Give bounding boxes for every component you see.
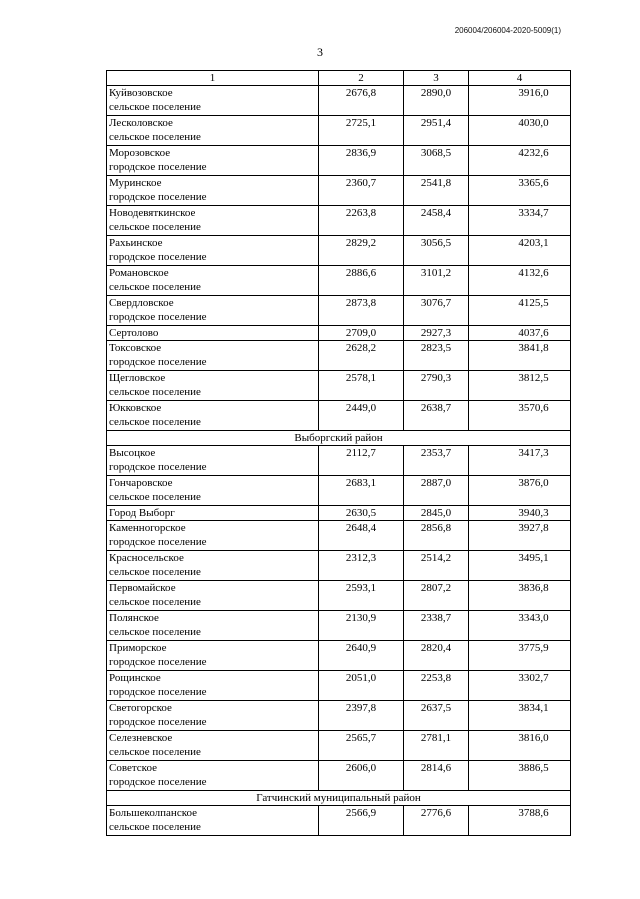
settlement-name-line: городское поселение <box>109 461 207 473</box>
value-cell-col-3: 2820,4 <box>404 641 469 671</box>
table-row <box>107 116 571 146</box>
settlement-name-line: Рощинское <box>109 672 161 684</box>
value-cell-col-3: 2856,8 <box>404 521 469 551</box>
value-cell-col-3: 3101,2 <box>404 266 469 296</box>
settlement-name-line: городское поселение <box>109 716 207 728</box>
settlement-name-line: Приморское <box>109 642 167 654</box>
page-number: 3 <box>317 45 323 59</box>
value-cell-col-3: 2790,3 <box>404 371 469 401</box>
section-header-row <box>107 791 571 806</box>
table-row <box>107 506 571 521</box>
value-cell-col-4: 4203,1 <box>469 236 571 266</box>
value-cell-col-3: 2890,0 <box>404 86 469 116</box>
settlement-name-line: Первомайское <box>109 582 176 594</box>
section-title: Гатчинский муниципальный район <box>107 791 571 806</box>
value-cell-col-2: 2397,8 <box>319 701 404 731</box>
value-cell-col-2: 2593,1 <box>319 581 404 611</box>
section-header-row <box>107 431 571 446</box>
settlement-name-cell <box>107 551 319 581</box>
value-cell-col-3: 2338,7 <box>404 611 469 641</box>
column-header: 1 <box>107 71 319 86</box>
value-cell-col-4: 3365,6 <box>469 176 571 206</box>
settlement-name-cell <box>107 371 319 401</box>
settlement-name-cell <box>107 506 319 521</box>
value-cell-col-4: 4232,6 <box>469 146 571 176</box>
settlement-name-cell <box>107 611 319 641</box>
settlement-name-line: сельское поселение <box>109 596 201 608</box>
settlement-name-line: городское поселение <box>109 536 207 548</box>
settlement-name-line: Свердловское <box>109 297 174 309</box>
table-row <box>107 236 571 266</box>
value-cell-col-2: 2051,0 <box>319 671 404 701</box>
settlement-name-cell <box>107 236 319 266</box>
value-cell-col-2: 2836,9 <box>319 146 404 176</box>
settlement-name-line: Романовское <box>109 267 169 279</box>
settlement-name-cell <box>107 731 319 761</box>
table-row <box>107 671 571 701</box>
value-cell-col-3: 2638,7 <box>404 401 469 431</box>
settlement-name-cell <box>107 296 319 326</box>
table-row <box>107 371 571 401</box>
table-row <box>107 206 571 236</box>
settlement-name-cell <box>107 761 319 791</box>
settlement-name-line: городское поселение <box>109 251 207 263</box>
settlement-name-line: сельское поселение <box>109 821 201 833</box>
value-cell-col-4: 3302,7 <box>469 671 571 701</box>
value-cell-col-4: 3788,6 <box>469 806 571 836</box>
settlement-name-line: сельское поселение <box>109 566 201 578</box>
value-cell-col-3: 2353,7 <box>404 446 469 476</box>
value-cell-col-3: 3056,5 <box>404 236 469 266</box>
settlement-name-line: городское поселение <box>109 311 207 323</box>
settlement-name-line: городское поселение <box>109 686 207 698</box>
settlement-name-cell <box>107 146 319 176</box>
value-cell-col-3: 2637,5 <box>404 701 469 731</box>
value-cell-col-4: 3812,5 <box>469 371 571 401</box>
value-cell-col-4: 4037,6 <box>469 326 571 341</box>
settlement-name-cell <box>107 476 319 506</box>
table-row <box>107 401 571 431</box>
settlement-name-cell <box>107 401 319 431</box>
value-cell-col-3: 2253,8 <box>404 671 469 701</box>
value-cell-col-4: 3334,7 <box>469 206 571 236</box>
value-cell-col-2: 2565,7 <box>319 731 404 761</box>
settlement-name-line: Высоцкое <box>109 447 156 459</box>
settlement-name-cell <box>107 116 319 146</box>
settlement-name-line: сельское поселение <box>109 221 201 233</box>
settlement-name-line: Щегловское <box>109 372 166 384</box>
settlement-name-line: сельское поселение <box>109 281 201 293</box>
value-cell-col-3: 2814,6 <box>404 761 469 791</box>
settlement-name-cell <box>107 86 319 116</box>
value-cell-col-4: 3417,3 <box>469 446 571 476</box>
table-row <box>107 731 571 761</box>
settlement-name-line: городское поселение <box>109 191 207 203</box>
settlement-name-line: Красносельское <box>109 552 184 564</box>
settlement-name-line: Рахьинское <box>109 237 163 249</box>
value-cell-col-4: 3836,8 <box>469 581 571 611</box>
value-cell-col-3: 2951,4 <box>404 116 469 146</box>
value-cell-col-4: 4030,0 <box>469 116 571 146</box>
table-row <box>107 581 571 611</box>
settlement-name-line: Гончаровское <box>109 477 173 489</box>
settlement-name-line: Новодевяткинское <box>109 207 196 219</box>
value-cell-col-2: 2886,6 <box>319 266 404 296</box>
settlement-name-cell <box>107 641 319 671</box>
settlement-name-line: городское поселение <box>109 776 207 788</box>
table-row <box>107 641 571 671</box>
value-cell-col-2: 2676,8 <box>319 86 404 116</box>
value-cell-col-3: 3076,7 <box>404 296 469 326</box>
settlement-name-line: Большеколпанское <box>109 807 197 819</box>
table-header-row <box>107 71 571 86</box>
value-cell-col-3: 2887,0 <box>404 476 469 506</box>
settlement-name-line: сельское поселение <box>109 746 201 758</box>
settlement-name-line: Советское <box>109 762 157 774</box>
settlement-name-line: Лесколовское <box>109 117 173 129</box>
value-cell-col-4: 3927,8 <box>469 521 571 551</box>
settlement-name-line: Юкковское <box>109 402 162 414</box>
settlement-name-line: Муринское <box>109 177 162 189</box>
value-cell-col-4: 4125,5 <box>469 296 571 326</box>
settlement-name-line: Полянское <box>109 612 159 624</box>
document-id: 206004/206004-2020-5009(1) <box>454 26 561 35</box>
table-row <box>107 326 571 341</box>
table-row <box>107 701 571 731</box>
value-cell-col-4: 3495,1 <box>469 551 571 581</box>
value-cell-col-3: 2927,3 <box>404 326 469 341</box>
table-row <box>107 521 571 551</box>
column-header: 2 <box>319 71 404 86</box>
value-cell-col-2: 2630,5 <box>319 506 404 521</box>
value-cell-col-2: 2640,9 <box>319 641 404 671</box>
value-cell-col-2: 2683,1 <box>319 476 404 506</box>
value-cell-col-4: 3775,9 <box>469 641 571 671</box>
value-cell-col-2: 2873,8 <box>319 296 404 326</box>
value-cell-col-2: 2628,2 <box>319 341 404 371</box>
value-cell-col-4: 3886,5 <box>469 761 571 791</box>
value-cell-col-4: 3816,0 <box>469 731 571 761</box>
value-cell-col-3: 2514,2 <box>404 551 469 581</box>
section-title: Выборгский район <box>107 431 571 446</box>
settlement-name-line: городское поселение <box>109 656 207 668</box>
settlement-name-cell <box>107 701 319 731</box>
table-row <box>107 761 571 791</box>
settlement-name-cell <box>107 326 319 341</box>
value-cell-col-4: 3570,6 <box>469 401 571 431</box>
value-cell-col-3: 2458,4 <box>404 206 469 236</box>
settlement-name-cell <box>107 581 319 611</box>
settlement-name-line: Каменногорское <box>109 522 186 534</box>
value-cell-col-2: 2829,2 <box>319 236 404 266</box>
value-cell-col-2: 2360,7 <box>319 176 404 206</box>
settlement-name-line: сельское поселение <box>109 626 201 638</box>
column-header: 3 <box>404 71 469 86</box>
table-row <box>107 266 571 296</box>
value-cell-col-2: 2725,1 <box>319 116 404 146</box>
value-cell-col-3: 2845,0 <box>404 506 469 521</box>
settlement-name-line: сельское поселение <box>109 131 201 143</box>
value-cell-col-4: 3876,0 <box>469 476 571 506</box>
table-row <box>107 476 571 506</box>
value-cell-col-2: 2709,0 <box>319 326 404 341</box>
column-header: 4 <box>469 71 571 86</box>
table-row <box>107 176 571 206</box>
settlement-name-cell <box>107 266 319 296</box>
value-cell-col-3: 3068,5 <box>404 146 469 176</box>
table-row <box>107 86 571 116</box>
settlement-name-line: Город Выборг <box>109 507 175 519</box>
table-row <box>107 611 571 641</box>
table-row <box>107 806 571 836</box>
value-cell-col-2: 2263,8 <box>319 206 404 236</box>
value-cell-col-4: 3841,8 <box>469 341 571 371</box>
settlement-name-cell <box>107 671 319 701</box>
table-row <box>107 446 571 476</box>
value-cell-col-3: 2823,5 <box>404 341 469 371</box>
settlements-table <box>106 70 571 836</box>
value-cell-col-4: 3343,0 <box>469 611 571 641</box>
value-cell-col-4: 3940,3 <box>469 506 571 521</box>
value-cell-col-3: 2541,8 <box>404 176 469 206</box>
value-cell-col-2: 2566,9 <box>319 806 404 836</box>
settlement-name-line: Куйвозовское <box>109 87 173 99</box>
settlement-name-cell <box>107 806 319 836</box>
value-cell-col-2: 2578,1 <box>319 371 404 401</box>
settlement-name-line: Морозовское <box>109 147 171 159</box>
value-cell-col-2: 2130,9 <box>319 611 404 641</box>
settlement-name-cell <box>107 176 319 206</box>
settlement-name-cell <box>107 521 319 551</box>
value-cell-col-3: 2781,1 <box>404 731 469 761</box>
settlement-name-line: сельское поселение <box>109 491 201 503</box>
settlement-name-line: сельское поселение <box>109 101 201 113</box>
value-cell-col-2: 2648,4 <box>319 521 404 551</box>
value-cell-col-4: 3834,1 <box>469 701 571 731</box>
settlement-name-cell <box>107 341 319 371</box>
settlement-name-cell <box>107 206 319 236</box>
value-cell-col-3: 2776,6 <box>404 806 469 836</box>
settlement-name-line: сельское поселение <box>109 386 201 398</box>
settlement-name-line: Светогорское <box>109 702 172 714</box>
value-cell-col-3: 2807,2 <box>404 581 469 611</box>
table-row <box>107 341 571 371</box>
value-cell-col-4: 3916,0 <box>469 86 571 116</box>
settlement-name-line: городское поселение <box>109 161 207 173</box>
settlement-name-line: сельское поселение <box>109 416 201 428</box>
value-cell-col-2: 2606,0 <box>319 761 404 791</box>
settlement-name-line: Сертолово <box>109 327 159 339</box>
table-row <box>107 551 571 581</box>
value-cell-col-2: 2449,0 <box>319 401 404 431</box>
table-row <box>107 146 571 176</box>
value-cell-col-4: 4132,6 <box>469 266 571 296</box>
settlement-name-line: городское поселение <box>109 356 207 368</box>
value-cell-col-2: 2312,3 <box>319 551 404 581</box>
value-cell-col-2: 2112,7 <box>319 446 404 476</box>
table-row <box>107 296 571 326</box>
settlement-name-line: Токсовское <box>109 342 162 354</box>
settlement-name-line: Селезневское <box>109 732 173 744</box>
settlement-name-cell <box>107 446 319 476</box>
